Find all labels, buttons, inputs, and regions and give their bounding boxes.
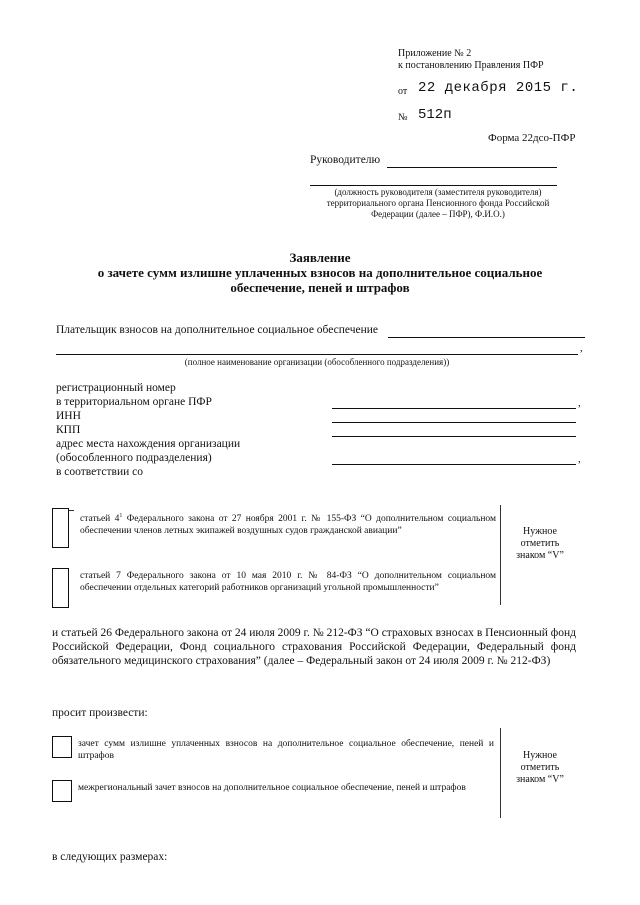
address-field[interactable] (332, 464, 576, 465)
request-note: Нужное отметить знаком “V” (516, 750, 564, 785)
law-155-checkbox[interactable] (52, 508, 69, 548)
law-155-text (80, 510, 496, 537)
payer-field-2[interactable] (56, 354, 578, 355)
law-212-paragraph: и статьей 26 Федерального закона от 24 июля 2009 г. № 212-ФЗ “О страховых взносах в Пенсионный фонд Российской Федерации, Фонд социального страхования Российской Федерации, Федеральный фонд обязательного медицинского страхования” (далее – Федеральный закон от 24 июля 2009 г. № 212-ФЗ) (52, 627, 576, 667)
payer-caption: (полное наименование организации (обособленного подразделения)) (184, 357, 450, 367)
number-prefix: № (398, 112, 408, 123)
inn-label: ИНН (56, 410, 81, 422)
request-note-separator (500, 728, 501, 818)
address-label-1: адрес места нахождения организации (56, 438, 241, 450)
title-line-2: о зачете сумм излишне уплаченных взносов на дополнительное социальное (97, 265, 543, 280)
request-label: просит произвести: (52, 707, 148, 719)
law-84-checkbox[interactable] (52, 568, 69, 608)
address-comma: , (578, 453, 581, 465)
law-note-separator (500, 505, 501, 605)
addressee-field-1[interactable] (387, 167, 557, 168)
reg-number-comma: , (578, 397, 581, 409)
reg-number-label-2: в территориальном органе ПФР (56, 396, 212, 408)
kpp-label: КПП (56, 424, 81, 436)
accordance-label: в соответствии со (56, 466, 144, 478)
addressee-caption: (должность руководителя (заместителя руководителя) территориального органа Пенсионного фонда Российской Федерации (далее – ПФР), Ф.И.О.) (326, 187, 550, 219)
law-note: Нужное отметить знаком “V” (516, 526, 564, 561)
addressee-label: Руководителю (310, 154, 381, 166)
law-155-text-pre: статьей 4 (80, 514, 120, 525)
appendix-label: Приложение № 2 (398, 48, 472, 59)
address-label-2: (обособленного подразделения) (56, 452, 212, 464)
payer-field-1[interactable] (388, 337, 585, 338)
reg-number-field[interactable] (332, 408, 576, 409)
offset-text: зачет сумм излишне уплаченных взносов на дополнительное социальное обеспечение, пеней и штрафов (78, 739, 494, 761)
amounts-label: в следующих размерах: (52, 851, 168, 863)
title-line-3: обеспечение, пеней и штрафов (230, 280, 410, 295)
interregional-offset-checkbox[interactable] (52, 780, 72, 802)
law-155-text-post: Федерального закона от 27 ноября 2001 г. № 155-ФЗ “О дополнительном социальном обеспечении членов летных экипажей воздушных судов гражданской авиации” (80, 514, 496, 537)
title-line-1: Заявление (289, 250, 351, 265)
addressee-field-2[interactable] (310, 185, 557, 186)
inn-field[interactable] (332, 422, 576, 423)
form-name: Форма 22дсо-ПФР (488, 132, 576, 144)
payer-label: Плательщик взносов на дополнительное социальное обеспечение (56, 324, 379, 336)
law-155-superscript: 1 (119, 513, 123, 519)
resolution-number: 512п (418, 107, 452, 123)
interregional-offset-text: межрегиональный зачет взносов на дополнительное социальное обеспечение, пеней и штрафов (78, 783, 466, 793)
resolution-label: к постановлению Правления ПФР (398, 60, 544, 71)
law-84-text: статьей 7 Федерального закона от 10 мая 2010 г. № 84-ФЗ “О дополнительном социальном обеспечении отдельных категорий работников организаций угольной промышленности” (80, 571, 496, 593)
kpp-field[interactable] (332, 436, 576, 437)
reg-number-label-1: регистрационный номер (56, 382, 176, 394)
payer-comma: , (580, 342, 583, 354)
date-prefix: от (398, 86, 408, 97)
offset-checkbox[interactable] (52, 736, 72, 758)
resolution-date: 22 декабря 2015 г. (418, 80, 579, 96)
